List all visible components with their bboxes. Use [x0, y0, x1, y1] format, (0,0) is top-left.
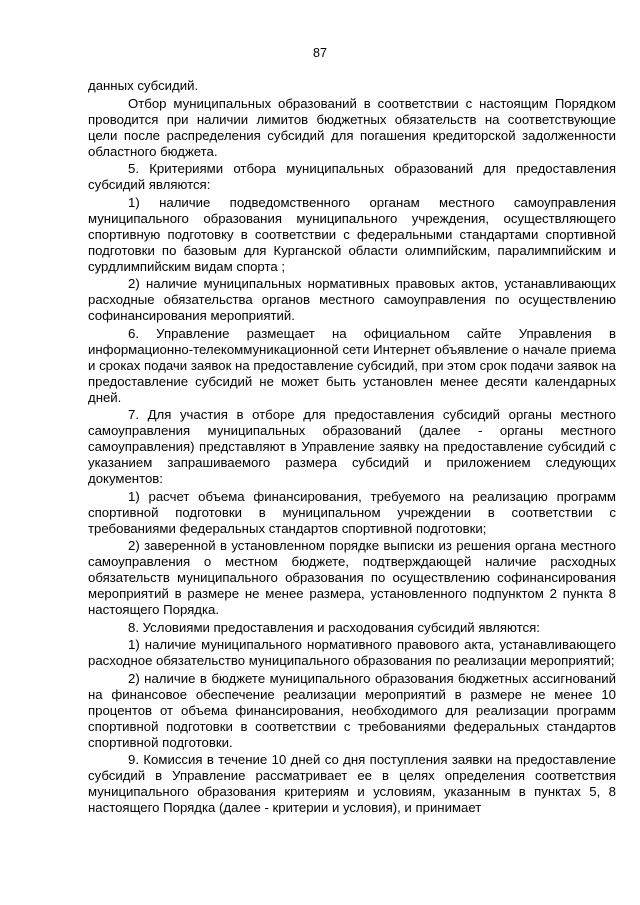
- paragraph-continuation: данных субсидий.: [88, 78, 199, 93]
- paragraph-item-8-1: 1) наличие муниципального нормативного правового акта, устанавливающего расходное обязательство муниципального образования по реализации мероприятий;: [88, 637, 616, 668]
- paragraph-item-5-1: 1) наличие подведомственного органам местного самоуправления муниципального образования муниципального учреждения, осуществляющего спортивную подготовку в соответствии с федеральными стандартами спортивной подготовки по базовым для Курганской области олимпийским, паралимпийским и сурдлимпийским видам спорта ;: [88, 194, 616, 274]
- paragraph-item-7-1: 1) расчет объема финансирования, требуемого на реализацию программ спортивной подготовки в муниципальном учреждении в соответствии с требованиями федеральных стандартов спортивной подготовки;: [88, 488, 616, 536]
- paragraph-item-9: 9. Комиссия в течение 10 дней со дня поступления заявки на предоставление субсидий в Управление рассматривает ее в целях определения соответствия муниципального образования критериям и условиям, указанным в пунктах 5, 8 настоящего Порядка (далее - критерии и условия), и принимает: [88, 752, 616, 815]
- paragraph-item-5-2: 2) наличие муниципальных нормативных правовых актов, устанавливающих расходные обязательства органов местного самоуправления по осуществлению софинансирования мероприятий.: [88, 276, 616, 323]
- paragraph-item-7: 7. Для участия в отборе для предоставления субсидий органы местного самоуправления муниципальных образований (далее - органы местного самоуправления) представляют в Управление заявку на предоставление субсидий с указанием запрашиваемого размера субсидий и приложением следующих документов:: [88, 407, 616, 486]
- paragraph-item-8-2: 2) наличие в бюджете муниципального образования бюджетных ассигнований на финансовое обеспечение реализации мероприятий в размере не менее 10 процентов от объема финансирования, необходимого для реализации программ спортивной подготовки в соответствии с требованиями федеральных стандартов спортивной подготовки.: [88, 670, 616, 750]
- paragraph-item-8: 8. Условиями предоставления и расходования субсидий являются:: [128, 619, 540, 635]
- page-number: 87: [313, 46, 327, 60]
- paragraph-item-6: 6. Управление размещает на официальном сайте Управления в информационно-телекоммуникационной сети Интернет объявление о начале приема и сроках подачи заявок на предоставление субсидий, при этом срок подачи заявок на предоставление субсидий не может быть установлен менее десяти календарных дней.: [88, 325, 616, 405]
- document-body: [88, 78, 616, 818]
- paragraph-selection-conditions: Отбор муниципальных образований в соответствии с настоящим Порядком проводится при наличии лимитов бюджетных обязательств на соответствующие цели после распределения субсидий для погашения кредиторской задолженности областного бюджета.: [88, 95, 616, 159]
- paragraph-item-7-2: 2) заверенной в установленном порядке выписки из решения органа местного самоуправления о местном бюджете, подтверждающей наличие расходных обязательств муниципального образования по осуществлению софинансирования мероприятий в размере не менее размера, установленного подпунктом 2 пункта 8 настоящего Порядка.: [88, 538, 616, 617]
- paragraph-item-5: 5. Критериями отбора муниципальных образований для предоставления субсидий являются:: [88, 161, 616, 192]
